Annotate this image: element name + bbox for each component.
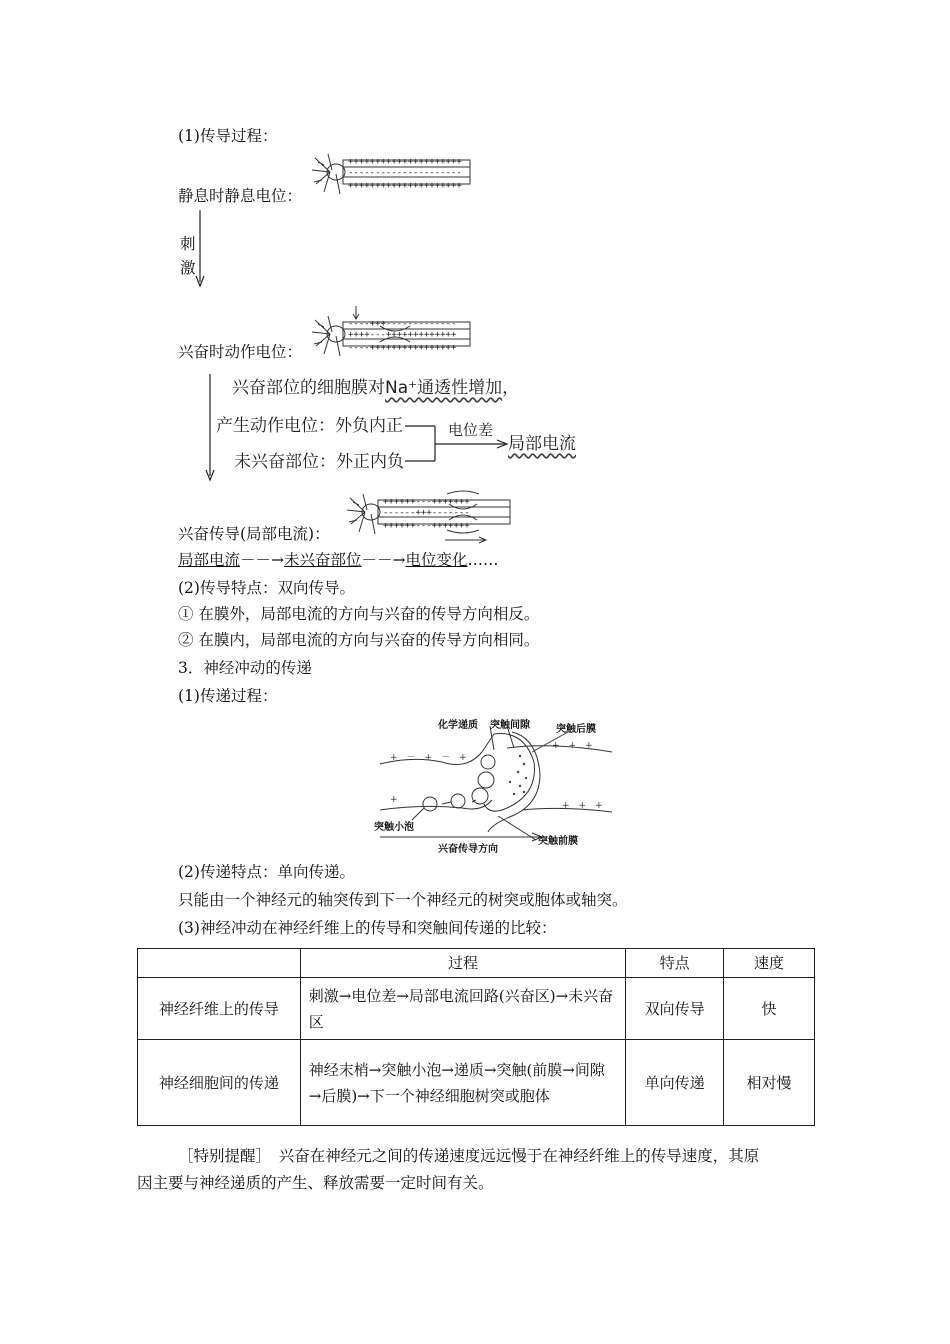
hand-line-2: 产生动作电位：外负内正	[216, 416, 403, 436]
label-vesicle: 突触小泡	[374, 822, 414, 833]
transmission-process-label: (1)传递过程：	[178, 687, 278, 705]
local-current-result: 局部电流	[508, 434, 576, 454]
svg-text:++++++---+++++++: ++++++---+++++++	[383, 521, 470, 531]
table-row	[138, 978, 815, 1040]
stimulus-label: 刺激	[180, 235, 196, 277]
conduction-feature-1: ① 在膜外，局部电流的方向与兴奋的传导方向相反。	[178, 605, 540, 623]
svg-text:---------------------: ---------------------	[348, 168, 462, 178]
svg-text:+++++++++++++++++++++: +++++++++++++++++++++	[348, 157, 462, 167]
label-direction: 兴奋传导方向	[438, 844, 498, 855]
table-cell-feature: 双向传导	[626, 978, 724, 1040]
synapse-diagram	[372, 712, 622, 857]
table-cell-name: 神经纤维上的传导	[138, 978, 301, 1040]
conduction-feature-2: ② 在膜内，局部电流的方向与兴奋的传导方向相同。	[178, 631, 540, 649]
label-cleft: 突触间隙	[490, 720, 530, 731]
label-presynaptic: 突触前膜	[538, 836, 578, 847]
table-cell-process: 刺激→电位差→局部电流回路(兴奋区)→未兴奋区	[300, 978, 625, 1040]
table-cell-speed: 相对慢	[724, 1040, 815, 1126]
resting-label: 静息时静息电位：	[178, 187, 303, 205]
conduction-feature-title: (2)传导特点：双向传导。	[178, 579, 355, 597]
svg-text:+ + +: + + +	[552, 741, 593, 751]
process-label: (1)传导过程：	[178, 127, 278, 145]
label-postsynaptic: 突触后膜	[556, 724, 596, 735]
hand-line-3: 未兴奋部位：外正内负	[234, 452, 404, 472]
svg-text:+: +	[390, 795, 398, 805]
section3-heading: 3．神经冲动的传递	[178, 659, 312, 677]
svg-text:+++++++++++++++++++++: +++++++++++++++++++++	[348, 181, 462, 191]
transmission-feature-text: 只能由一个神经元的轴突传到下一个神经元的树突或胞体或轴突。	[178, 891, 628, 909]
table-header-cell: 特点	[626, 949, 724, 978]
table-header-cell: 速度	[724, 949, 815, 978]
action-label: 兴奋时动作电位：	[178, 343, 303, 361]
table-cell-speed: 快	[724, 978, 815, 1040]
neuron-action-diagram	[310, 306, 475, 361]
table-header-cell: 过程	[300, 949, 625, 978]
reminder-line-1: ［特别提醒］ 兴奋在神经元之间的传递速度远远慢于在神经纤维上的传导速度，其原	[178, 1147, 760, 1165]
svg-text:++++---+++++++++++++: ++++---+++++++++++++	[348, 330, 457, 340]
comparison-table	[137, 948, 815, 1126]
table-cell-name: 神经细胞间的传递	[138, 1040, 301, 1126]
svg-text:------+++-------: ------+++-------	[383, 508, 470, 518]
hand-line-1: 兴奋部位的细胞膜对Na⁺通透性增加，	[232, 378, 520, 398]
potential-difference-label: 电位差	[448, 421, 494, 439]
svg-text:++++++---+++++++: ++++++---+++++++	[383, 497, 470, 507]
table-cell-process: 神经末梢→突触小泡→递质→突触(前膜→间隙→后膜)→下一个神经细胞树突或胞体	[300, 1040, 625, 1126]
neuron-conduction-diagram	[345, 488, 515, 548]
label-transmitter: 化学递质	[438, 720, 478, 731]
reminder-line-2: 因主要与神经递质的产生、释放需要一定时间有关。	[137, 1174, 494, 1192]
chain-line: 局部电流－－→未兴奋部位－－→电位变化……	[178, 551, 499, 569]
table-header-row	[138, 949, 815, 978]
conduction-label: 兴奋传导(局部电流)：	[178, 525, 330, 543]
svg-text:----++++++++++++++++: ----++++++++++++++++	[348, 343, 457, 353]
table-row	[138, 1040, 815, 1126]
svg-text:+ － + － +: + － + － +	[390, 753, 467, 763]
neuron-resting-diagram	[310, 150, 475, 200]
transmission-feature-title: (2)传递特点：单向传递。	[178, 863, 355, 881]
comparison-title: (3)神经冲动在神经纤维上的传导和突触间传递的比较：	[178, 919, 557, 937]
svg-text:----+++-------------: ----+++-------------	[348, 319, 457, 329]
table-header-cell	[138, 949, 301, 978]
table-cell-feature: 单向传递	[626, 1040, 724, 1126]
svg-text:+ + +: + + +	[562, 801, 603, 811]
